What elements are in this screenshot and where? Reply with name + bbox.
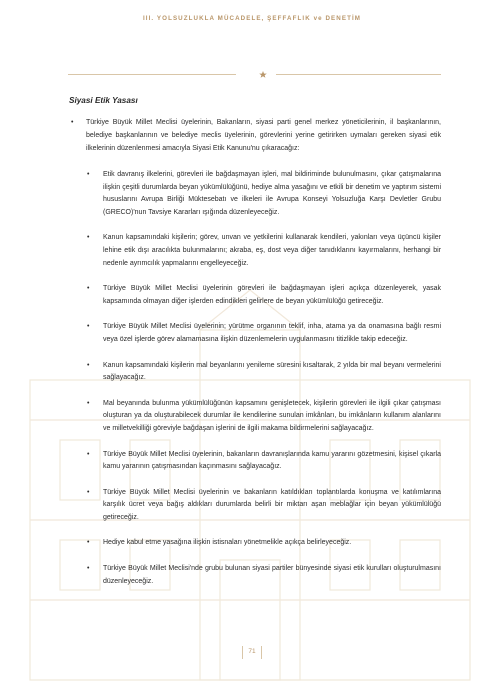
bullet-icon: • (87, 171, 90, 178)
crescent-star-icon (243, 62, 269, 86)
list-item: • Hediye kabul etme yasağına ilişkin istisnaları yönetmelikle açıkça belirleyeceğiz. (86, 537, 441, 550)
list-item: • Türkiye Büyük Millet Meclisi üyelerinin görevleri ile bağdaşmayan işleri açıkça düzenleyerek, yasak kapsamında olmayan diğer işlerden edindikleri gelirlere de beyan yükümlülüğü getireceğiz. (87, 285, 441, 305)
bullet-icon: • (87, 399, 90, 407)
bullet-icon: • (71, 119, 74, 126)
bullet-icon: • (87, 450, 90, 458)
section-title: Siyasi Etik Yasası (69, 96, 138, 105)
list-item: • Türkiye Büyük Millet Meclisi üyelerinin ve bakanların katıldıkları toplantılarda konuşma ve katılımlarına karşılık ücret veya bağış aldıkları durumlarda belirli bir miktarı aşan meblağlar için beyan yükümlülüğü getireceğiz. (87, 488, 441, 521)
measures-list (69, 169, 441, 588)
bullet-icon: • (87, 488, 90, 496)
list-item: • Türkiye Büyük Millet Meclisi üyelerinin; yürütme organının teklif, inha, atama ya da onamasına bağlı resmi veya özel işlerde görev alamamasına ilişkin düzenlemelerin uygulanmasını titizlikle takip edeceğiz. (87, 323, 441, 343)
list-item: • Etik davranış ilkelerini, görevleri ile bağdaşmayan işleri, mal bildiriminde bulunulmasını, çıkar çatışmalarına ilişkin çeşitli durumlarda beyan yükümlülüğünü, hediye alma yasağını ve etkili bir denetim ve yaptırım sistemi hususlarını Avrupa Birliği Müktesebatı ve ilkeleri ile Avrupa Konseyi Yolsuzluğa Karşı Devletler Grubu (GRECO)'nun Tavsiye Kararları ışığında düzenleyeceğiz. (87, 171, 441, 216)
chapter-header: III. YOLSUZLUKLA MÜCADELE, ŞEFFAFLIK ve DENETİM (142, 15, 362, 22)
bullet-icon: • (87, 323, 90, 331)
list-item: • Kanun kapsamındaki kişilerin mal beyanlarını yenileme süresini kısaltarak, 2 yılda bir mal beyanı vermelerini sağlayacağız. (87, 361, 441, 382)
header-rule-left (68, 74, 236, 75)
bullet-icon: • (87, 361, 90, 369)
page-number: 71 (237, 648, 267, 655)
list-item: • Türkiye Büyük Millet Meclisi'nde grubu bulunan siyasi partiler bünyesinde siyasi etik kurulları oluşturulmasını düzenleyeceğiz. (87, 565, 441, 585)
list-item: • Kanun kapsamındaki kişilerin; görev, unvan ve yetkilerini kullanarak kendileri, yakınları veya üçüncü kişiler lehine etik dışı aracılıkta bulunmalarını; akraba, eş, dost veya diğer tanıdıklarını kayırmalarını, herhangi bir nedenle ayrımcılık yapmalarını engelleyeceğiz. (87, 234, 441, 267)
bullet-icon: • (87, 285, 90, 293)
bullet-icon: • (87, 565, 90, 573)
list-item: • Türkiye Büyük Millet Meclisi üyelerinin, bakanların davranışlarında kamu yararını gözetmesini, kişisel çıkarla kamu yararının çatışmasından kaçınmasını sağlayacağız. (87, 450, 441, 471)
list-item: • Mal beyanında bulunma yükümlülüğünün kapsamını genişletecek, kişilerin görevleri ile ilgili çıkar çatışması oluşturan ya da oluşturabilecek durumlar ile kendilerine sunulan imkânları, bu imkânların kullanım alanlarını ve milletvekilliği göreviyle bağdaşan işlerini de ilgili makama bildirmelerini sağlayacağız. (87, 399, 441, 432)
bullet-icon: • (87, 234, 90, 242)
bullet-icon: • (87, 539, 90, 547)
intro-paragraph (69, 116, 441, 155)
intro-text: Türkiye Büyük Millet Meclisi üyelerinin, Bakanların, siyasi parti genel merkez yöneticilerinin, il başkanlarının, belediye başkanlarının ve belediye meclis üyelerinin, görevlerini yerine getirirken uymaları gereken siyasi etik ilkelerinin düzenlenmesi amacıyla Siyasi Etik Kanunu'nu çıkaracağız: (86, 119, 441, 152)
header-rule-right (276, 74, 441, 75)
page-content (69, 116, 441, 601)
